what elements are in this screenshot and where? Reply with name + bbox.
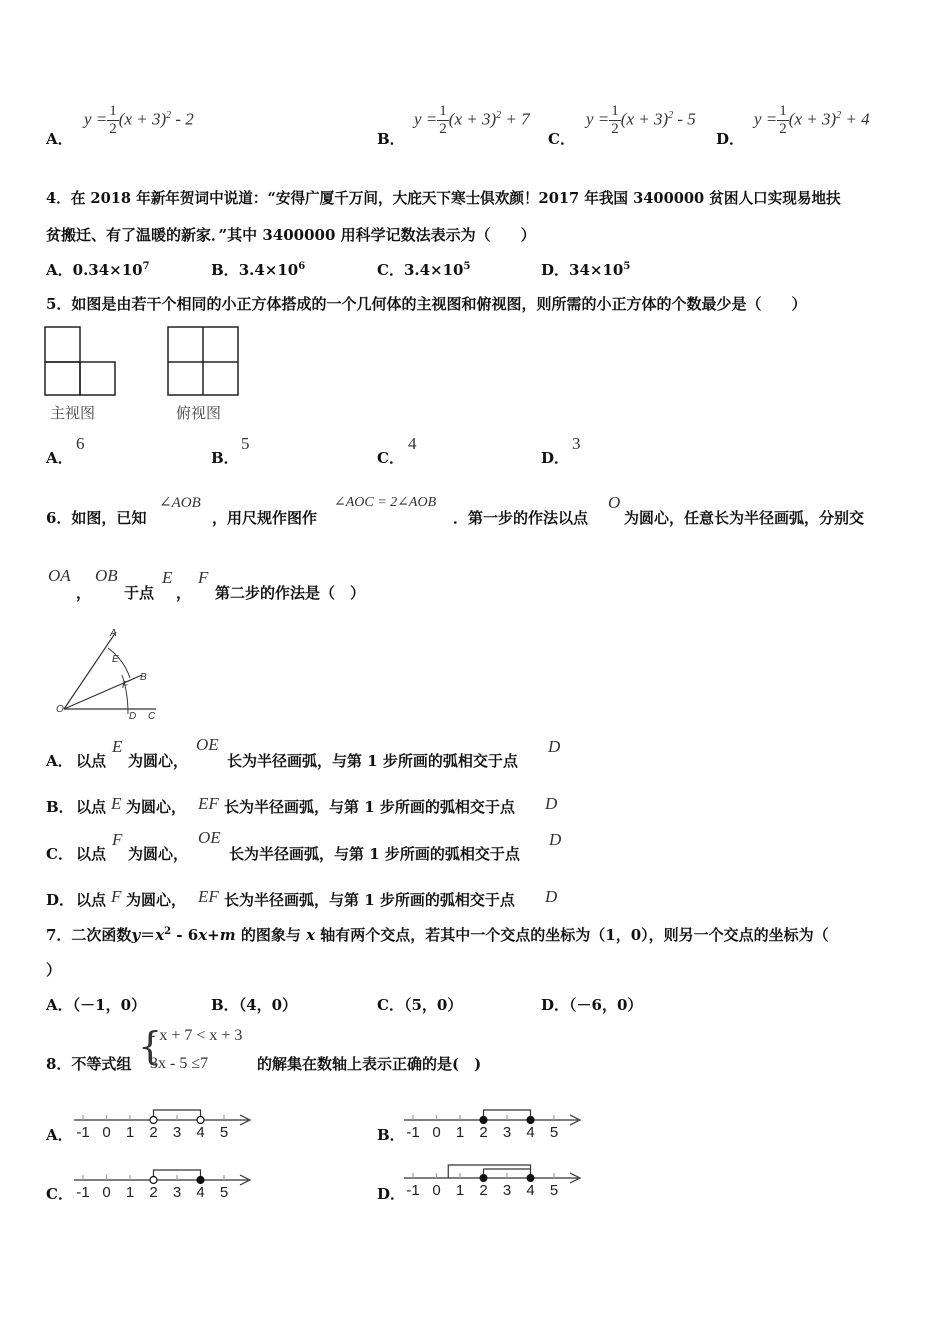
q6-math-ob: OB [95,566,118,585]
tick-label: 3 [172,1124,182,1141]
tick-label: 4 [526,1124,535,1141]
q4-option-b: B．$3.4\times 10^6$ [211,261,306,279]
q5-option-a-label: A． [46,449,73,467]
q5-option-b-label: B． [211,449,239,467]
q6-option-a-d: D [548,737,561,756]
q8-option-c-numberline [70,1162,260,1204]
tick-label: -1 [76,1124,90,1141]
q8-prefix: 8．不等式组 [46,1055,132,1073]
q3-option-c-formula: y = $\frac{1}{2}$ $(x + 3)^2 - 5$ [586,103,696,137]
q6-text-point: 于点 [124,584,155,602]
q3-option-a-label: A． [46,130,73,148]
tick-label: 0 [102,1124,111,1141]
q7-question-line1: 7．二次函数$y=x^2 - 6x+m$ 的图象与 x 轴有两个交点，若其中一个交点的坐标为（1，0），则另一个交点的坐标为（ [46,926,829,944]
q6-option-d-text2: 为圆心， [126,891,187,909]
tick-label: 1 [125,1184,135,1201]
q8-option-c-label: C． [46,1185,73,1203]
q6-text-3: ．第一步的作法以点 [453,509,589,527]
q6-math-angle-aob: ∠AOB [159,495,201,511]
tick-label: 4 [196,1124,205,1141]
tick-label: 1 [125,1124,135,1141]
top-view-caption: 俯视图 [176,405,222,422]
q6-text-4: 为圆心，任意长为半径画弧，分别交 [624,509,865,527]
endpoint-left [480,1175,487,1182]
q4-option-c: C．$3.4\times 10^5$ [377,261,471,279]
q3-option-c-label: C． [548,130,575,148]
q6-math-e: E [162,568,173,587]
q7-option-a: A．（－1，0） [46,996,147,1014]
q6-option-c-label: C． [46,845,73,863]
q5-figures [40,322,260,427]
tick-label: 0 [102,1184,111,1201]
q6-option-a-text3: 长为半径画弧，与第 1 步所画的弧相交于点 [227,752,518,770]
tick-label: 3 [502,1182,512,1199]
q6-text-second-step: 第二步的作法是（ ） [215,584,366,602]
q8-option-b-label: B． [377,1126,405,1144]
label-c: C [148,711,156,722]
q7-option-b: B．（4，0） [211,996,298,1014]
q5-question: 5．如图是由若干个相同的小正方体搭成的一个几何体的主视图和俯视图，则所需的小正方体的个数最少是（ ） [46,295,807,313]
tick-label: 5 [549,1182,559,1199]
q6-comma-1: ， [76,584,92,602]
q4-option-d: D．$34\times 10^5$ [541,261,631,279]
tick-label: 3 [172,1184,182,1201]
q6-comma-2: ， [176,584,192,602]
label-a: A [110,628,117,639]
tick-label: 4 [196,1184,205,1201]
q6-option-b-text1: 以点 [76,798,107,816]
label-d: D [129,711,137,722]
q6-option-a-text2: 为圆心， [128,752,189,770]
q6-option-d-d: D [545,887,558,906]
q6-math-angle-aoc: ∠AOC = 2∠AOB [334,495,437,510]
q3-option-b-formula: y = $\frac{1}{2}$ $(x + 3)^2 + 7$ [414,103,530,137]
tick-label: -1 [406,1124,420,1141]
q6-option-d-radius: EF [198,887,219,906]
q8-option-a-label: A． [46,1126,73,1144]
q6-option-d-text3: 长为半径画弧，与第 1 步所画的弧相交于点 [224,891,515,909]
q5-option-d-label: D． [541,449,570,467]
q5-option-d-value: 3 [572,434,581,453]
tick-label: 2 [149,1124,158,1141]
q6-option-b-radius: EF [198,794,219,813]
q7-option-c: C．（5，0） [377,996,463,1014]
q6-option-c-text1: 以点 [76,845,107,863]
tick-label: 2 [479,1124,488,1141]
tick-label: 5 [219,1184,229,1201]
q3-option-d-formula: y = $\frac{1}{2}$ $(x + 3)^2 + 4$ [754,103,870,137]
q6-option-b-label: B． [46,798,74,816]
q6-option-d-text1: 以点 [76,891,107,909]
q6-option-c-text2: 为圆心， [128,845,189,863]
endpoint-right [197,1117,204,1124]
q6-option-a-label: A． [46,752,73,770]
q6-math-oa: OA [48,566,71,585]
q4-question-line2: 贫搬迁、有了温暖的新家．”其中 3400000 用科学记数法表示为（ ） [46,226,536,244]
q6-option-d-point: F [111,887,122,906]
q8-brace: { [138,1024,163,1068]
tick-label: 2 [479,1182,488,1199]
q6-math-o: O [608,493,621,512]
tick-label: 2 [149,1184,158,1201]
endpoint-right [527,1175,534,1182]
endpoint-left [150,1117,157,1124]
label-f: F [122,680,129,691]
label-e: E [112,654,119,665]
q3-option-a-formula: y = $\frac{1}{2}$ $(x + 3)^2 - 2$ [84,103,194,137]
q8-option-d-numberline [400,1160,590,1204]
q7-question-line2: ） [46,961,62,979]
endpoint-right [197,1177,204,1184]
tick-label: -1 [76,1184,90,1201]
front-view-caption: 主视图 [50,405,96,422]
q5-option-c-label: C． [377,449,404,467]
q6-option-a-radius: OE [196,735,219,754]
q5-option-b-value: 5 [241,434,250,453]
front-view-figure [45,327,115,395]
tick-label: 1 [455,1124,465,1141]
q7-option-d: D．（－6，0） [541,996,643,1014]
q8-option-d-label: D． [377,1185,406,1203]
q8-suffix: 的解集在数轴上表示正确的是( ) [257,1055,482,1073]
q8-inequality-1: - x + 7 < x + 3 [150,1027,243,1044]
q5-option-a-value: 6 [76,434,85,453]
q4-option-a: A．$0.34\times 10^7$ [46,261,150,279]
q6-option-b-point: E [111,794,122,813]
q6-text-1: 6．如图，已知 [46,509,147,527]
q6-option-a-text1: 以点 [76,752,107,770]
tick-label: 3 [502,1124,512,1141]
q3-option-b-label: B． [377,130,405,148]
q6-option-c-point: F [112,830,123,849]
tick-label: 4 [526,1182,535,1199]
tick-label: 5 [549,1124,559,1141]
q6-angle-figure [44,622,169,722]
endpoint-left [150,1177,157,1184]
tick-label: 0 [432,1182,441,1199]
q4-question-line1: 4．在 2018 年新年贺词中说道：“安得广厦千万间，大庇天下寒士俱欢颜！2017 年我国 3400000 贫困人口实现易地扶 [46,190,841,207]
tick-label: 0 [432,1124,441,1141]
q6-option-b-text3: 长为半径画弧，与第 1 步所画的弧相交于点 [224,798,515,816]
q6-option-c-text3: 长为半径画弧，与第 1 步所画的弧相交于点 [229,845,520,863]
label-b: B [140,672,147,683]
q6-option-d-label: D． [46,891,75,909]
q6-text-2: ，用尺规作图作 [212,509,318,527]
endpoint-left [480,1117,487,1124]
tick-label: 1 [455,1182,465,1199]
top-view-figure [168,327,238,395]
q6-option-b-d: D [545,794,558,813]
q6-option-c-d: D [549,830,562,849]
q6-math-f: F [198,568,209,587]
q3-option-d-label: D． [716,130,745,148]
q8-option-a-numberline [70,1102,260,1144]
q5-option-c-value: 4 [408,434,417,453]
tick-label: 5 [219,1124,229,1141]
q6-option-b-text2: 为圆心， [126,798,187,816]
q8-option-b-numberline [400,1102,590,1144]
label-o: O [56,704,64,715]
q8-inequality-2: 3x - 5 ≤7 [150,1055,209,1072]
endpoint-right [527,1117,534,1124]
q6-option-c-radius: OE [198,828,221,847]
tick-label: -1 [406,1182,420,1199]
q6-option-a-point: E [112,737,123,756]
